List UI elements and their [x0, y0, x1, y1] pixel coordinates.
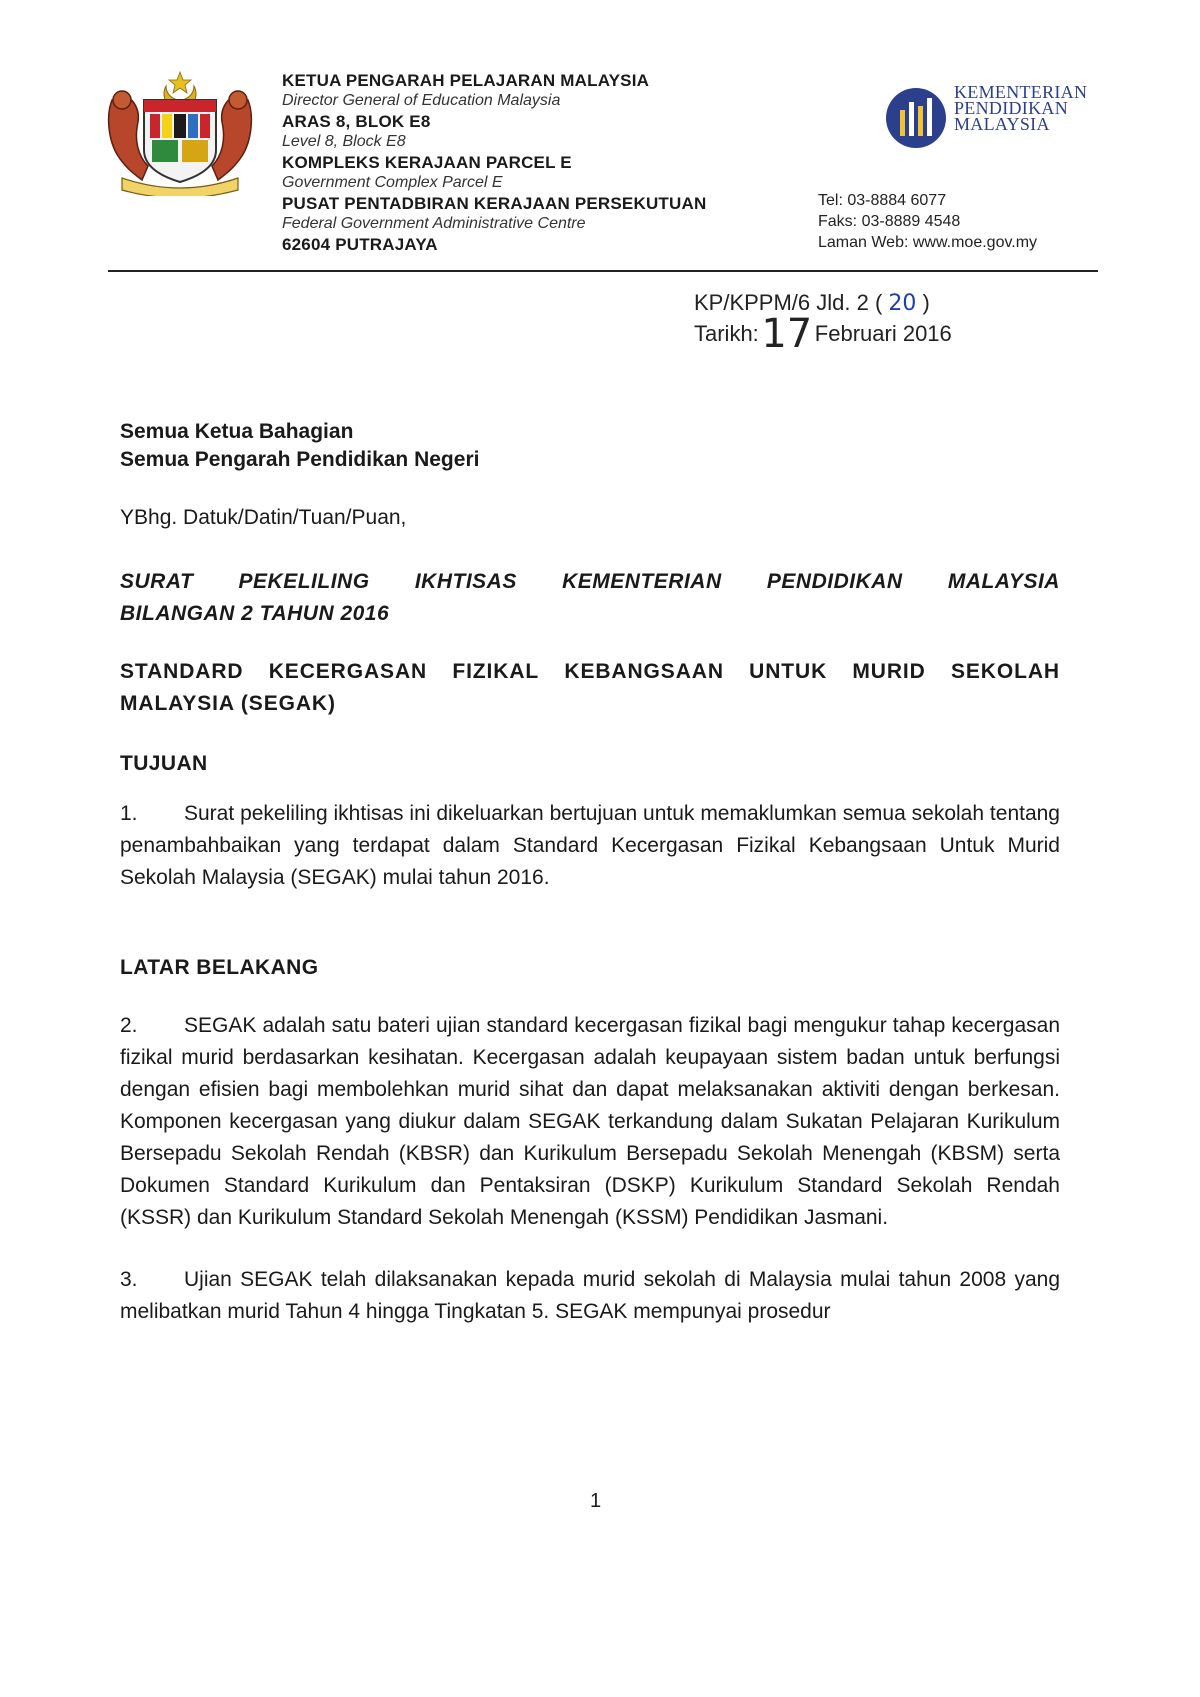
letterhead-line: Director General of Education Malaysia — [282, 92, 561, 109]
date-month-year: Februari 2016 — [814, 321, 952, 346]
reference-date — [694, 311, 952, 357]
logo-line-2: PENDIDIKAN — [954, 98, 1068, 118]
coat-of-arms-emblem — [104, 70, 256, 196]
letterhead-line: KETUA PENGARAH PELAJARAN MALAYSIA — [282, 71, 650, 90]
reference-suffix: ) — [922, 290, 930, 315]
subject-title-word: FIZIKAL — [452, 660, 540, 683]
letterhead-line: Government Complex Parcel E — [282, 174, 503, 191]
paragraph-1-text: Surat pekeliling ikhtisas ini dikeluarkan bertujuan untuk memaklumkan semua sekolah tentang penambahbaikan yang terdapat dalam Standard Kecergasan Fizikal Kebangsaan Untuk Murid Sekolah Malaysia (SEGAK) mulai tahun 2016. — [120, 802, 1060, 889]
circular-heading-word: KEMENTERIAN — [562, 570, 722, 593]
subject-title-word: MURID — [852, 660, 926, 683]
contact-website: Laman Web: www.moe.gov.my — [818, 234, 1038, 251]
letter-body — [120, 418, 1060, 1323]
subject-title-word: KECERGASAN — [268, 660, 428, 683]
circular-heading — [120, 566, 1060, 630]
circular-heading-word: PENDIDIKAN — [766, 570, 903, 593]
reference-handwritten-number: 20 — [888, 291, 917, 316]
paragraph-3 — [120, 1264, 1060, 1328]
circular-heading-line-1 — [120, 566, 1060, 598]
addressee-line-2: Semua Pengarah Pendidikan Negeri — [120, 448, 480, 471]
subject-title-line-2: MALAYSIA (SEGAK) — [120, 692, 336, 715]
subject-title-line-1 — [120, 656, 1060, 688]
subject-title-word: UNTUK — [749, 660, 828, 683]
logo-line-3: MALAYSIA — [954, 114, 1050, 134]
contact-fax: Faks: 03-8889 4548 — [818, 213, 961, 230]
paragraph-3-number: 3. — [120, 1268, 138, 1291]
circular-heading-word: SURAT — [120, 570, 194, 593]
paragraph-1 — [120, 798, 1060, 894]
logo-line-1: KEMENTERIAN — [954, 82, 1088, 102]
circular-heading-word: MALAYSIA — [947, 570, 1060, 593]
ministry-logo-text — [954, 84, 1087, 132]
circular-heading-line-2: BILANGAN 2 TAHUN 2016 — [120, 602, 390, 625]
letterhead-line: Federal Government Administrative Centre — [282, 215, 586, 232]
paragraph-2-text: SEGAK adalah satu bateri ujian standard kecergasan fizikal bagi mengukur tahap kecergasan fizikal murid berdasarkan kesihatan. Kecergasan adalah keupayaan sistem badan untuk berfungsi dengan efisien bagi membolehkan murid sihat dan dapat melaksanakan aktiviti dengan berkesan. Komponen kecergasan yang diukur dalam SEGAK terkandung dalam Sukatan Pelajaran Kurikulum Bersepadu Sekolah Rendah (KBSR) dan Kurikulum Bersepadu Sekolah Menengah (KBSM) serta Dokumen Standard Kurikulum dan Pentaksiran (DSKP) Kurikulum Standard Sekolah Rendah (KSSR) dan Kurikulum Standard Sekolah Menengah (KSSM) Pendidikan Jasmani. — [120, 1014, 1060, 1229]
contact-info — [818, 190, 1037, 253]
section-heading-latar-belakang: LATAR BELAKANG — [120, 956, 319, 979]
salutation: YBhg. Datuk/Datin/Tuan/Puan, — [120, 506, 407, 529]
addressee-line-1: Semua Ketua Bahagian — [120, 420, 354, 443]
subject-title-word: STANDARD — [120, 660, 244, 683]
circular-heading-word: PEKELILING — [238, 570, 370, 593]
paragraph-3-text: Ujian SEGAK telah dilaksanakan kepada murid sekolah di Malaysia mulai tahun 2008 yang melibatkan murid Tahun 4 hingga Tingkatan 5. SEGAK mempunyai prosedur — [120, 1268, 1060, 1323]
section-heading-tujuan: TUJUAN — [120, 752, 208, 775]
page-number: 1 — [590, 1490, 602, 1512]
letterhead-line: ARAS 8, BLOK E8 — [282, 112, 431, 131]
circular-heading-word: IKHTISAS — [414, 570, 517, 593]
subject-title — [120, 656, 1060, 720]
letterhead-line: Level 8, Block E8 — [282, 133, 406, 150]
letterhead-divider — [108, 270, 1098, 272]
paragraph-2 — [120, 1010, 1060, 1234]
reference-number — [694, 288, 952, 319]
subject-title-word: KEBANGSAAN — [564, 660, 724, 683]
paragraph-2-number: 2. — [120, 1014, 138, 1037]
date-label: Tarikh: — [694, 321, 759, 346]
subject-title-word: SEKOLAH — [950, 660, 1060, 683]
ministry-emblem-icon — [884, 86, 948, 150]
letterhead-line: PUSAT PENTADBIRAN KERAJAAN PERSEKUTUAN — [282, 194, 707, 213]
letterhead-line: 62604 PUTRAJAYA — [282, 235, 438, 254]
ministry-logo — [884, 82, 1114, 142]
contact-tel: Tel: 03-8884 6077 — [818, 192, 947, 209]
paragraph-1-number: 1. — [120, 802, 138, 825]
letterhead-address — [282, 70, 752, 255]
reference-block — [694, 288, 952, 357]
letterhead-line: KOMPLEKS KERAJAAN PARCEL E — [282, 153, 572, 172]
handwritten-day: 17 — [761, 311, 813, 357]
reference-prefix: KP/KPPM/6 Jld. 2 ( — [694, 290, 883, 315]
